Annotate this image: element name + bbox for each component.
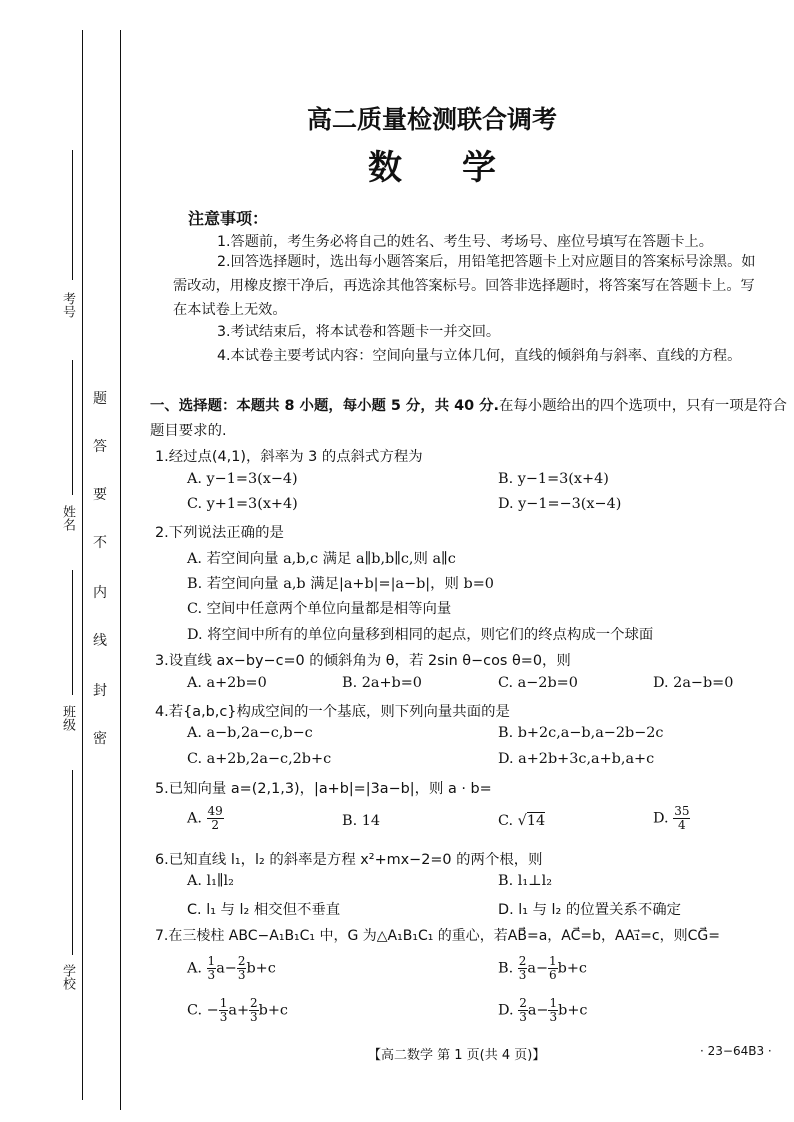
- exam-title: 高二质量检测联合调考: [306, 105, 557, 134]
- option-d: [498, 997, 587, 1024]
- seal-char: 答: [93, 439, 107, 455]
- numerator: 1: [219, 996, 228, 1010]
- field-xingming: 姓名: [60, 505, 75, 531]
- option-prefix: C. −: [187, 1002, 219, 1019]
- question-stem: 4.若{a,b,c}构成空间的一个基底，则下列向量共面的是: [155, 704, 510, 720]
- denominator: 2: [211, 818, 219, 832]
- field-kaohao: 考号: [60, 292, 75, 318]
- fraction: [673, 805, 690, 832]
- term: b+c: [558, 1002, 588, 1019]
- denominator: 6: [549, 968, 557, 982]
- option-d: [653, 805, 690, 832]
- question-stem: 2.下列说法正确的是: [155, 525, 284, 541]
- option-d: D. y−1=−3(x−4): [498, 496, 622, 512]
- denominator: 3: [219, 1010, 228, 1024]
- section-instructions: 在每小题给出的四个选项中，只有一项是符合题目要求的.: [150, 398, 787, 439]
- numerator: 2: [237, 954, 246, 968]
- option-b: B. 14: [342, 813, 381, 829]
- notes-heading: 注意事项：: [188, 209, 269, 228]
- field-xuexiao: 学校: [60, 964, 75, 990]
- fraction: [249, 997, 259, 1024]
- field-xingming-blank: [72, 360, 73, 495]
- option-b: B. l₁⊥l₂: [498, 873, 553, 889]
- note-item: 3.考试结束后，将本试卷和答题卡一并交回。: [217, 324, 501, 340]
- field-banji-blank: [72, 570, 73, 695]
- fraction: [219, 997, 229, 1024]
- note-item: 4.本试卷主要考试内容：空间向量与立体几何，直线的倾斜角与斜率、直线的方程。: [217, 348, 742, 364]
- note-item: 1.答题前，考生务必将自己的姓名、考生号、考场号、座位号填写在答题卡上。: [217, 234, 713, 250]
- numerator: 49: [207, 804, 223, 818]
- option-c: C. 空间中任意两个单位向量都是相等向量: [187, 601, 452, 617]
- fraction: [518, 955, 528, 982]
- seal-char: 题: [93, 391, 107, 407]
- fraction: [207, 955, 217, 982]
- numerator: 2: [250, 996, 258, 1010]
- seal-char: 要: [93, 487, 107, 503]
- option-prefix: B.: [498, 960, 514, 977]
- numerator: 2: [518, 954, 527, 968]
- option-prefix: A.: [187, 810, 202, 827]
- seal-char: 封: [93, 683, 107, 699]
- question-stem: 1.经过点(4,1)，斜率为 3 的点斜式方程为: [155, 449, 423, 465]
- option-c: C. a+2b,2a−c,2b+c: [187, 751, 332, 767]
- option-c: C. √14: [498, 813, 546, 829]
- term: a−: [216, 960, 237, 977]
- option-a: A. y−1=3(x−4): [187, 471, 298, 487]
- option-a: A. l₁∥l₂: [187, 873, 234, 889]
- seal-char: 线: [93, 633, 107, 649]
- term: a+: [228, 1002, 249, 1019]
- option-c: C. a−2b=0: [498, 675, 578, 691]
- numerator: 35: [674, 804, 690, 818]
- option-a: [187, 805, 224, 832]
- field-xuexiao-blank: [72, 770, 73, 955]
- seal-char: 内: [93, 585, 107, 601]
- seal-char: 不: [93, 535, 107, 551]
- option-b: [498, 955, 587, 982]
- numerator: 1: [207, 954, 216, 968]
- binding-rule-right: [120, 30, 121, 1110]
- page-footer: 【高二数学 第 1 页(共 4 页)】: [368, 1048, 546, 1063]
- option-a: A. 若空间向量 a,b,c 满足 a∥b,b∥c,则 a∥c: [187, 551, 456, 567]
- option-prefix: A.: [187, 960, 202, 977]
- option-d: D. 2a−b=0: [653, 675, 734, 691]
- option-d: D. l₁ 与 l₂ 的位置关系不确定: [498, 902, 682, 918]
- numerator: 1: [549, 954, 557, 968]
- question-stem: 3.设直线 ax−by−c=0 的倾斜角为 θ，若 2sin θ−cos θ=0，则: [155, 653, 571, 669]
- exam-subject: 数学: [368, 148, 556, 188]
- field-banji: 班级: [60, 705, 75, 731]
- term: a−: [527, 1002, 549, 1019]
- numerator: 2: [519, 996, 527, 1010]
- option-b: B. 2a+b=0: [342, 675, 422, 691]
- option-a: A. a+2b=0: [187, 675, 267, 691]
- option-prefix: C.: [498, 813, 514, 829]
- question-stem: 7.在三棱柱 ABC−A₁B₁C₁ 中，G 为△A₁B₁C₁ 的重心，若AB⃗=a，AC⃗=b，AA₁⃗=c，则CG⃗=: [155, 928, 720, 944]
- fraction: [518, 997, 528, 1024]
- option-b: B. y−1=3(x+4): [498, 471, 609, 487]
- term: b+c: [246, 960, 276, 977]
- section-heading: [150, 394, 790, 444]
- denominator: 4: [678, 818, 686, 832]
- section-label: 一、选择题：本题共 8 小题，每小题 5 分，共 40 分.: [150, 398, 500, 414]
- radicand: 14: [526, 813, 546, 829]
- option-a: [187, 955, 276, 982]
- question-stem: 6.已知直线 l₁，l₂ 的斜率是方程 x²+mx−2=0 的两个根，则: [155, 852, 543, 868]
- option-c: C. y+1=3(x+4): [187, 496, 298, 512]
- denominator: 3: [207, 968, 216, 982]
- fraction: [548, 997, 558, 1024]
- option-b: B. b+2c,a−b,a−2b−2c: [498, 725, 664, 741]
- note-item: 2.回答选择题时，选出每小题答案后，用铅笔把答题卡上对应题目的答案标号涂黑。如需改动，用橡皮擦干净后，再选涂其他答案标号。回答非选择题时，将答案写在答题卡上。写在本试卷上无效。: [173, 254, 756, 318]
- fraction: [548, 955, 558, 982]
- fraction: [207, 805, 224, 832]
- option-d: D. a+2b+3c,a+b,a+c: [498, 751, 655, 767]
- option-c: C. l₁ 与 l₂ 相交但不垂直: [187, 902, 341, 918]
- option-a: A. a−b,2a−c,b−c: [187, 725, 313, 741]
- denominator: 3: [237, 968, 246, 982]
- denominator: 3: [519, 1010, 527, 1024]
- seal-char: 密: [93, 731, 107, 747]
- question-stem: 5.已知向量 a=(2,1,3)，|a+b|=|3a−b|，则 a · b=: [155, 781, 492, 797]
- term: a−: [527, 960, 549, 977]
- option-d: D. 将空间中所有的单位向量移到相同的起点，则它们的终点构成一个球面: [187, 627, 654, 643]
- option-b: B. 若空间向量 a,b 满足|a+b|=|a−b|，则 b=0: [187, 576, 494, 592]
- numerator: 1: [549, 996, 558, 1010]
- option-c: [187, 997, 288, 1024]
- binding-rule-left: [82, 30, 83, 1100]
- term: b+c: [557, 960, 587, 977]
- term: b+c: [258, 1002, 288, 1019]
- denominator: 3: [549, 1010, 558, 1024]
- option-prefix: D.: [653, 810, 669, 827]
- option-prefix: D.: [498, 1002, 514, 1019]
- exam-code: · 23−64B3 ·: [700, 1044, 772, 1058]
- denominator: 3: [250, 1010, 258, 1024]
- denominator: 3: [518, 968, 527, 982]
